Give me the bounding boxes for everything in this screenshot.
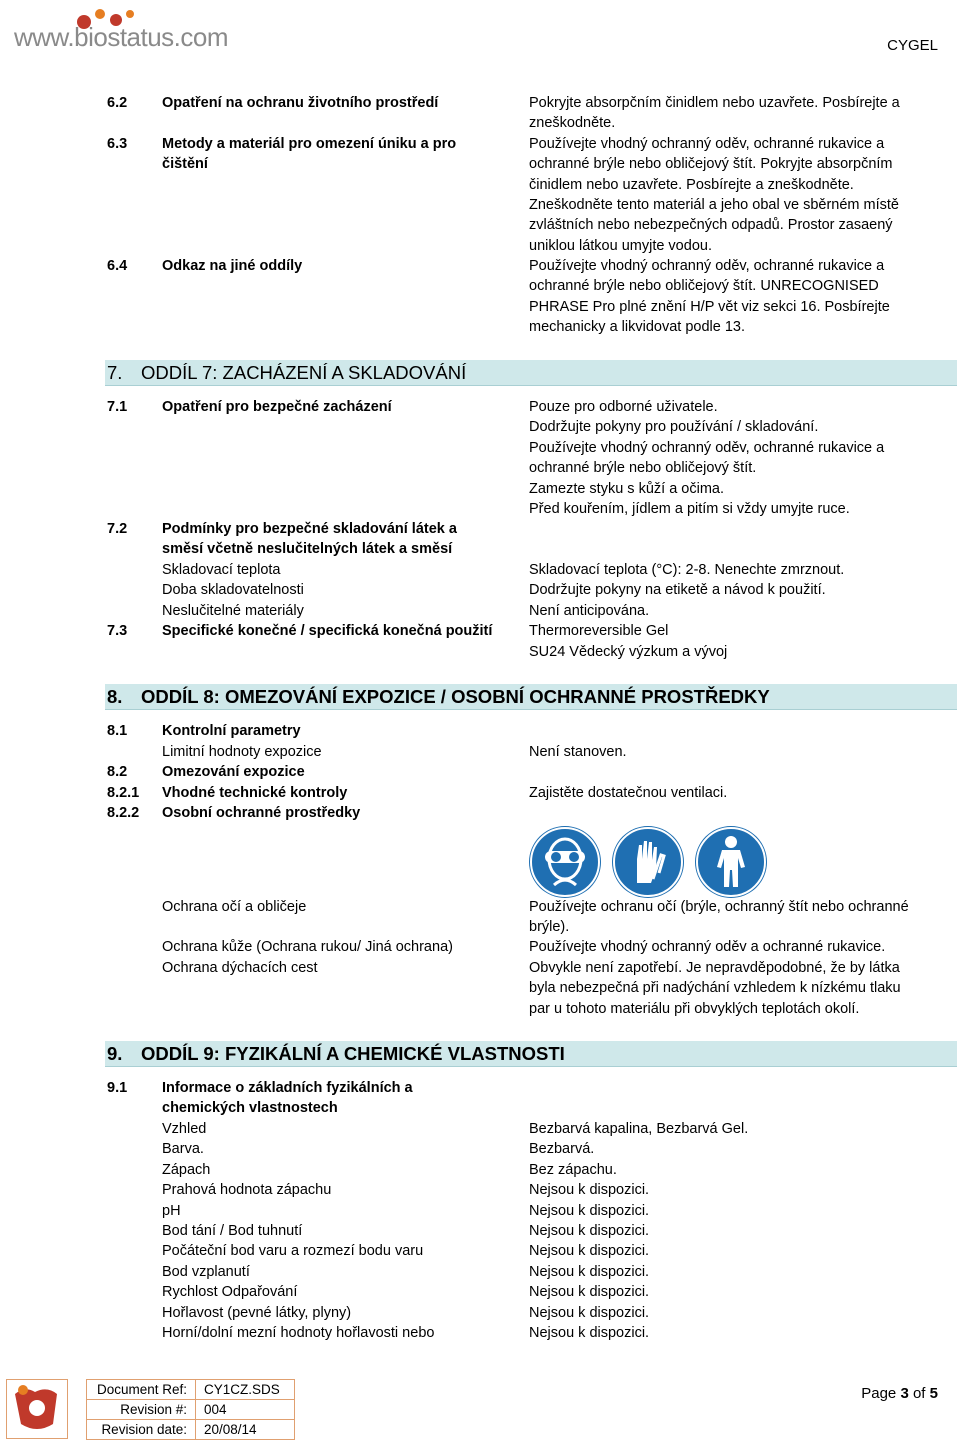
row-value: Používejte vhodný ochranný oděv, ochranné rukavice a [529,440,885,456]
sub-value: par u tohoto materiálu při obvyklých teplotách okolí. [529,1001,860,1017]
sub-value: Dodržujte pokyny na etiketě a návod k použití. [529,582,826,598]
property-value: Nejsou k dispozici. [529,1325,650,1341]
doc-ref-label: Document Ref: [87,1380,196,1400]
goggles-icon [530,827,600,897]
row-label: Omezování expozice [162,764,305,780]
row-value: Zamezte styku s kůží a očima. [529,481,725,497]
row-value: Pokryjte absorpčním činidlem nebo uzavřete. Posbírejte a [529,95,900,111]
row-value: uniklou látkou umyjte vodou. [529,238,712,254]
revision-date-value: 20/08/14 [196,1420,295,1440]
row-number: 8.2.2 [107,805,140,821]
row-value: zvláštních nebo nebezpečných odpadů. Prostor zasaený [529,217,893,233]
gloves-icon [613,827,683,897]
sub-label: Skladovací teplota [162,562,281,578]
row-value: činidlem nebo uzavřete. Posbírejte a zneškodněte. [529,177,854,193]
row-number: 8.2 [107,764,128,780]
property-label: Bod vzplanutí [162,1264,250,1280]
property-value: Nejsou k dispozici. [529,1182,650,1198]
property-label: Horní/dolní mezní hodnoty hořlavosti nebo [162,1325,435,1341]
row-value: mechanicky a likvidovat podle 13. [529,319,746,335]
row-value: Před kouřením, jídlem a pitím si vždy umyjte ruce. [529,501,850,517]
row-label: Odkaz na jiné oddíly [162,258,303,274]
row-number: 6.4 [107,258,128,274]
row-number: 7.3 [107,623,128,639]
property-label: Barva. [162,1141,204,1157]
row-value: Pouze pro odborné uživatele. [529,399,718,415]
sub-label: Ochrana očí a obličeje [162,899,307,915]
section-9-header [105,1041,957,1067]
sub-value: Skladovací teplota (°C): 2-8. Nenechte zmrznout. [529,562,845,578]
revision-label: Revision #: [87,1400,196,1420]
row-value: zneškodněte. [529,115,616,131]
row-value: ochranné brýle nebo obličejový štít. UNRECOGNISED [529,278,879,294]
sub-label: Neslučitelné materiály [162,603,304,619]
section-number: 8. [107,686,123,707]
row-label: směsí včetně neslučitelných látek a směsí [162,541,453,557]
sub-value: byla nebezpečná při nadýchání vzhledem k nízkému tlaku [529,980,901,996]
row-value: Zneškodněte tento materiál a jeho obal ve sběrném místě [529,197,899,213]
property-label: Bod tání / Bod tuhnutí [162,1223,303,1239]
sub-value: brýle). [529,919,570,935]
row-number: 8.2.1 [107,785,140,801]
row-label: Opatření pro bezpečné zacházení [162,399,392,415]
row-value: Používejte vhodný ochranný oděv, ochranné rukavice a [529,136,885,152]
row-number: 6.3 [107,136,128,152]
property-label: Hořlavost (pevné látky, plyny) [162,1305,352,1321]
sub-label: Ochrana kůže (Ochrana rukou/ Jiná ochrana) [162,939,453,955]
row-label: Podmínky pro bezpečné skladování látek a [162,521,457,537]
row-value: ochranné brýle nebo obličejový štít. [529,460,757,476]
protective-suit-icon [696,827,766,897]
property-label: Prahová hodnota zápachu [162,1182,332,1198]
sub-label: Ochrana dýchacích cest [162,960,318,976]
property-value: Bezbarvá kapalina, Bezbarvá Gel. [529,1121,749,1137]
sub-value: Není anticipována. [529,603,650,619]
row-label: Kontrolní parametry [162,723,301,739]
property-label: Zápach [162,1162,211,1178]
sub-label: Limitní hodnoty expozice [162,744,322,760]
section-title: ODDÍL 8: OMEZOVÁNÍ EXPOZICE / OSOBNÍ OCHRANNÉ PROSTŘEDKY [141,686,770,707]
row-label: Vhodné technické kontroly [162,785,348,801]
revision-value: 004 [196,1400,295,1420]
property-value: Bezbarvá. [529,1141,595,1157]
site-url: www.biostatus.com [14,22,229,52]
site-logo [14,6,254,56]
page-word: Page [861,1385,897,1402]
row-value: PHRASE Pro plné znění H/P vět viz sekci 16. Posbírejte [529,299,890,315]
row-number: 9.1 [107,1080,128,1096]
property-label: Vzhled [162,1121,207,1137]
sub-value: Používejte ochranu očí (brýle, ochranný štít nebo ochranné [529,899,909,915]
section-8-header [105,684,957,710]
sub-label: Doba skladovatelnosti [162,582,304,598]
page-indicator [861,1384,938,1404]
property-value: Nejsou k dispozici. [529,1243,650,1259]
row-value: Zajistěte dostatečnou ventilaci. [529,785,728,801]
property-label: Rychlost Odpařování [162,1284,298,1300]
section-title: ODDÍL 7: ZACHÁZENÍ A SKLADOVÁNÍ [141,362,467,383]
row-number: 8.1 [107,723,128,739]
product-name: CYGEL [887,37,938,54]
property-value: Nejsou k dispozici. [529,1203,650,1219]
property-value: Nejsou k dispozici. [529,1284,650,1300]
property-value: Nejsou k dispozici. [529,1305,650,1321]
row-number: 7.2 [107,521,128,537]
row-label: Metody a materiál pro omezení úniku a pro [162,136,457,152]
sub-value: Není stanoven. [529,744,627,760]
page-number: 3 [900,1385,909,1402]
property-value: Nejsou k dispozici. [529,1264,650,1280]
doc-ref-value: CY1CZ.SDS [196,1380,295,1400]
row-value: ochranné brýle nebo obličejový štít. Pokryjte absorpčním [529,156,893,172]
property-label: Počáteční bod varu a rozmezí bodu varu [162,1243,424,1259]
row-value: Thermoreversible Gel [529,623,669,639]
row-value: Dodržujte pokyny pro používání / skladování. [529,419,819,435]
row-value: Používejte vhodný ochranný oděv, ochranné rukavice a [529,258,885,274]
company-logo [6,1379,68,1439]
row-number: 6.2 [107,95,128,111]
row-label: Opatření na ochranu životního prostředí [162,95,439,111]
property-label: pH [162,1203,181,1219]
section-number: 7. [107,362,123,383]
document-info-table [86,1379,295,1440]
company-logo-graphic [7,1380,67,1438]
revision-date-label: Revision date: [87,1420,196,1440]
row-label: Specifické konečné / specifická konečná použití [162,623,493,639]
row-label: čištění [162,156,208,172]
page-total: 5 [929,1385,938,1402]
section-title: ODDÍL 9: FYZIKÁLNÍ A CHEMICKÉ VLASTNOSTI [141,1043,565,1064]
sub-value: Používejte vhodný ochranný oděv a ochranné rukavice. [529,939,886,955]
row-label: Informace o základních fyzikálních a [162,1080,413,1096]
row-value: SU24 Vědecký výzkum a vývoj [529,644,728,660]
row-number: 7.1 [107,399,128,415]
sub-value: Obvykle není zapotřebí. Je nepravděpodobné, že by látka [529,960,900,976]
section-7-header [105,360,957,386]
property-value: Bez zápachu. [529,1162,617,1178]
section-number: 9. [107,1043,123,1064]
of-word: of [912,1385,926,1402]
property-value: Nejsou k dispozici. [529,1223,650,1239]
row-label: chemických vlastnostech [162,1100,338,1116]
row-label: Osobní ochranné prostředky [162,805,361,821]
